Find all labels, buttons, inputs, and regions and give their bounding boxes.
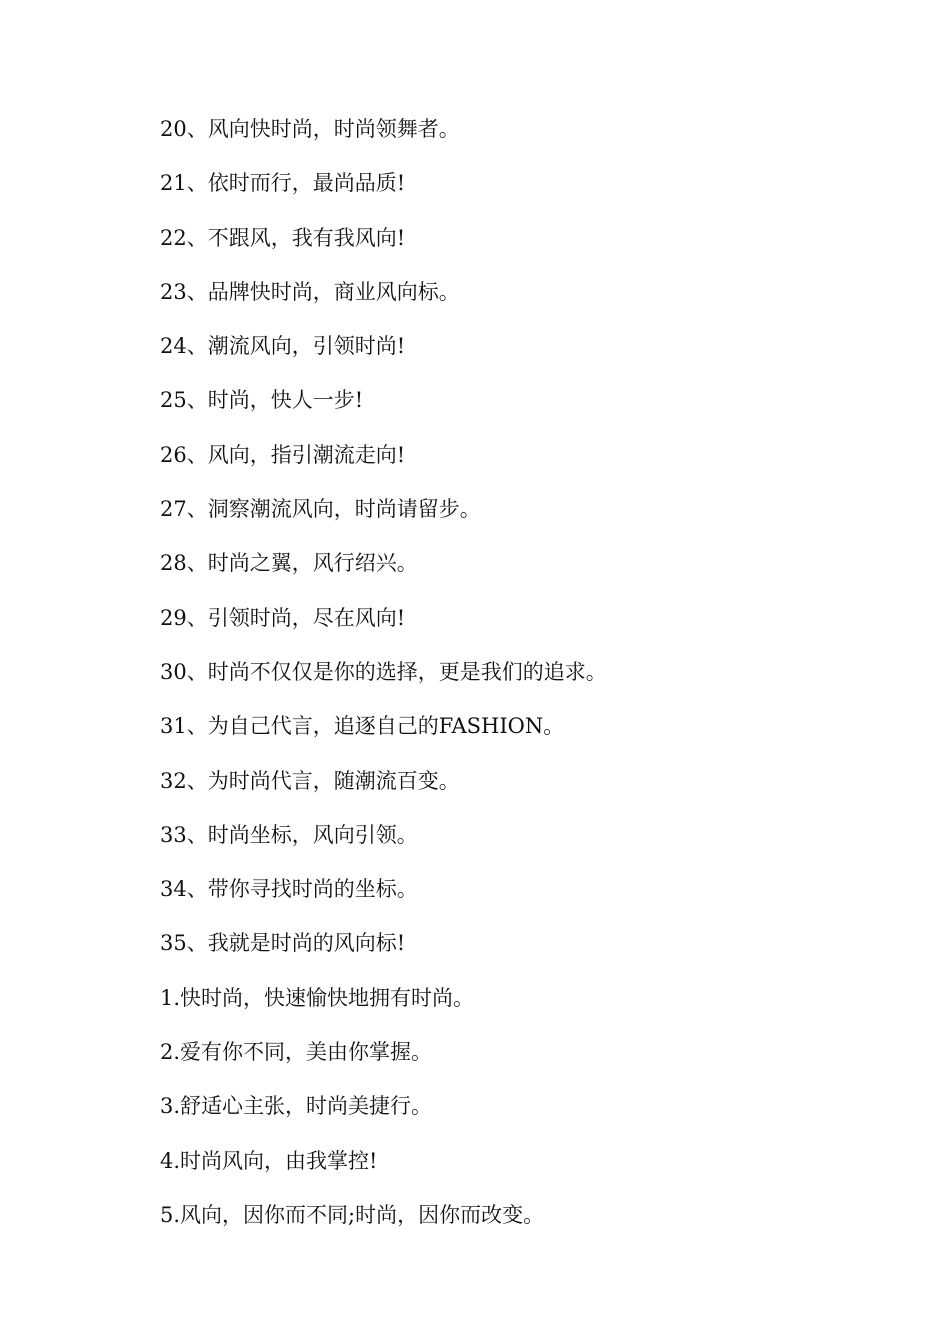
slogan-line-25: 25、时尚，快人一步! xyxy=(160,388,364,413)
slogan-line-29: 29、引领时尚，尽在风向! xyxy=(160,605,406,630)
slogan-line-4: 4.时尚风向，由我掌控! xyxy=(160,1148,378,1173)
slogan-line-26: 26、风向，指引潮流走向! xyxy=(160,442,406,467)
slogan-line-20: 20、风向快时尚，时尚领舞者。 xyxy=(160,117,460,141)
slogan-line-27: 27、洞察潮流风向，时尚请留步。 xyxy=(160,497,481,522)
slogan-line-30: 30、时尚不仅仅是你的选择，更是我们的追求。 xyxy=(160,659,607,684)
slogan-line-24: 24、潮流风向，引领时尚! xyxy=(160,334,406,359)
slogan-line-35: 35、我就是时尚的风向标! xyxy=(160,931,406,956)
slogan-line-2: 2.爱有你不同，美由你掌握。 xyxy=(160,1040,433,1065)
slogan-line-34: 34、带你寻找时尚的坐标。 xyxy=(160,877,418,902)
slogan-line-22: 22、不跟风，我有我风向! xyxy=(160,225,406,250)
slogan-line-5: 5.风向，因你而不同;时尚，因你而改变。 xyxy=(160,1202,545,1227)
slogan-line-32: 32、为时尚代言，随潮流百变。 xyxy=(160,768,460,793)
slogan-line-3: 3.舒适心主张，时尚美捷行。 xyxy=(160,1094,433,1119)
slogan-line-28: 28、时尚之翼，风行绍兴。 xyxy=(160,551,418,576)
slogan-line-1: 1.快时尚，快速愉快地拥有时尚。 xyxy=(160,985,475,1010)
slogan-line-23: 23、品牌快时尚，商业风向标。 xyxy=(160,279,460,304)
slogan-line-31: 31、为自己代言，追逐自己的FASHION。 xyxy=(160,714,565,739)
slogan-line-21: 21、依时而行，最尚品质! xyxy=(160,171,406,196)
slogan-list xyxy=(160,113,860,1253)
slogan-line-33: 33、时尚坐标，风向引领。 xyxy=(160,822,418,847)
